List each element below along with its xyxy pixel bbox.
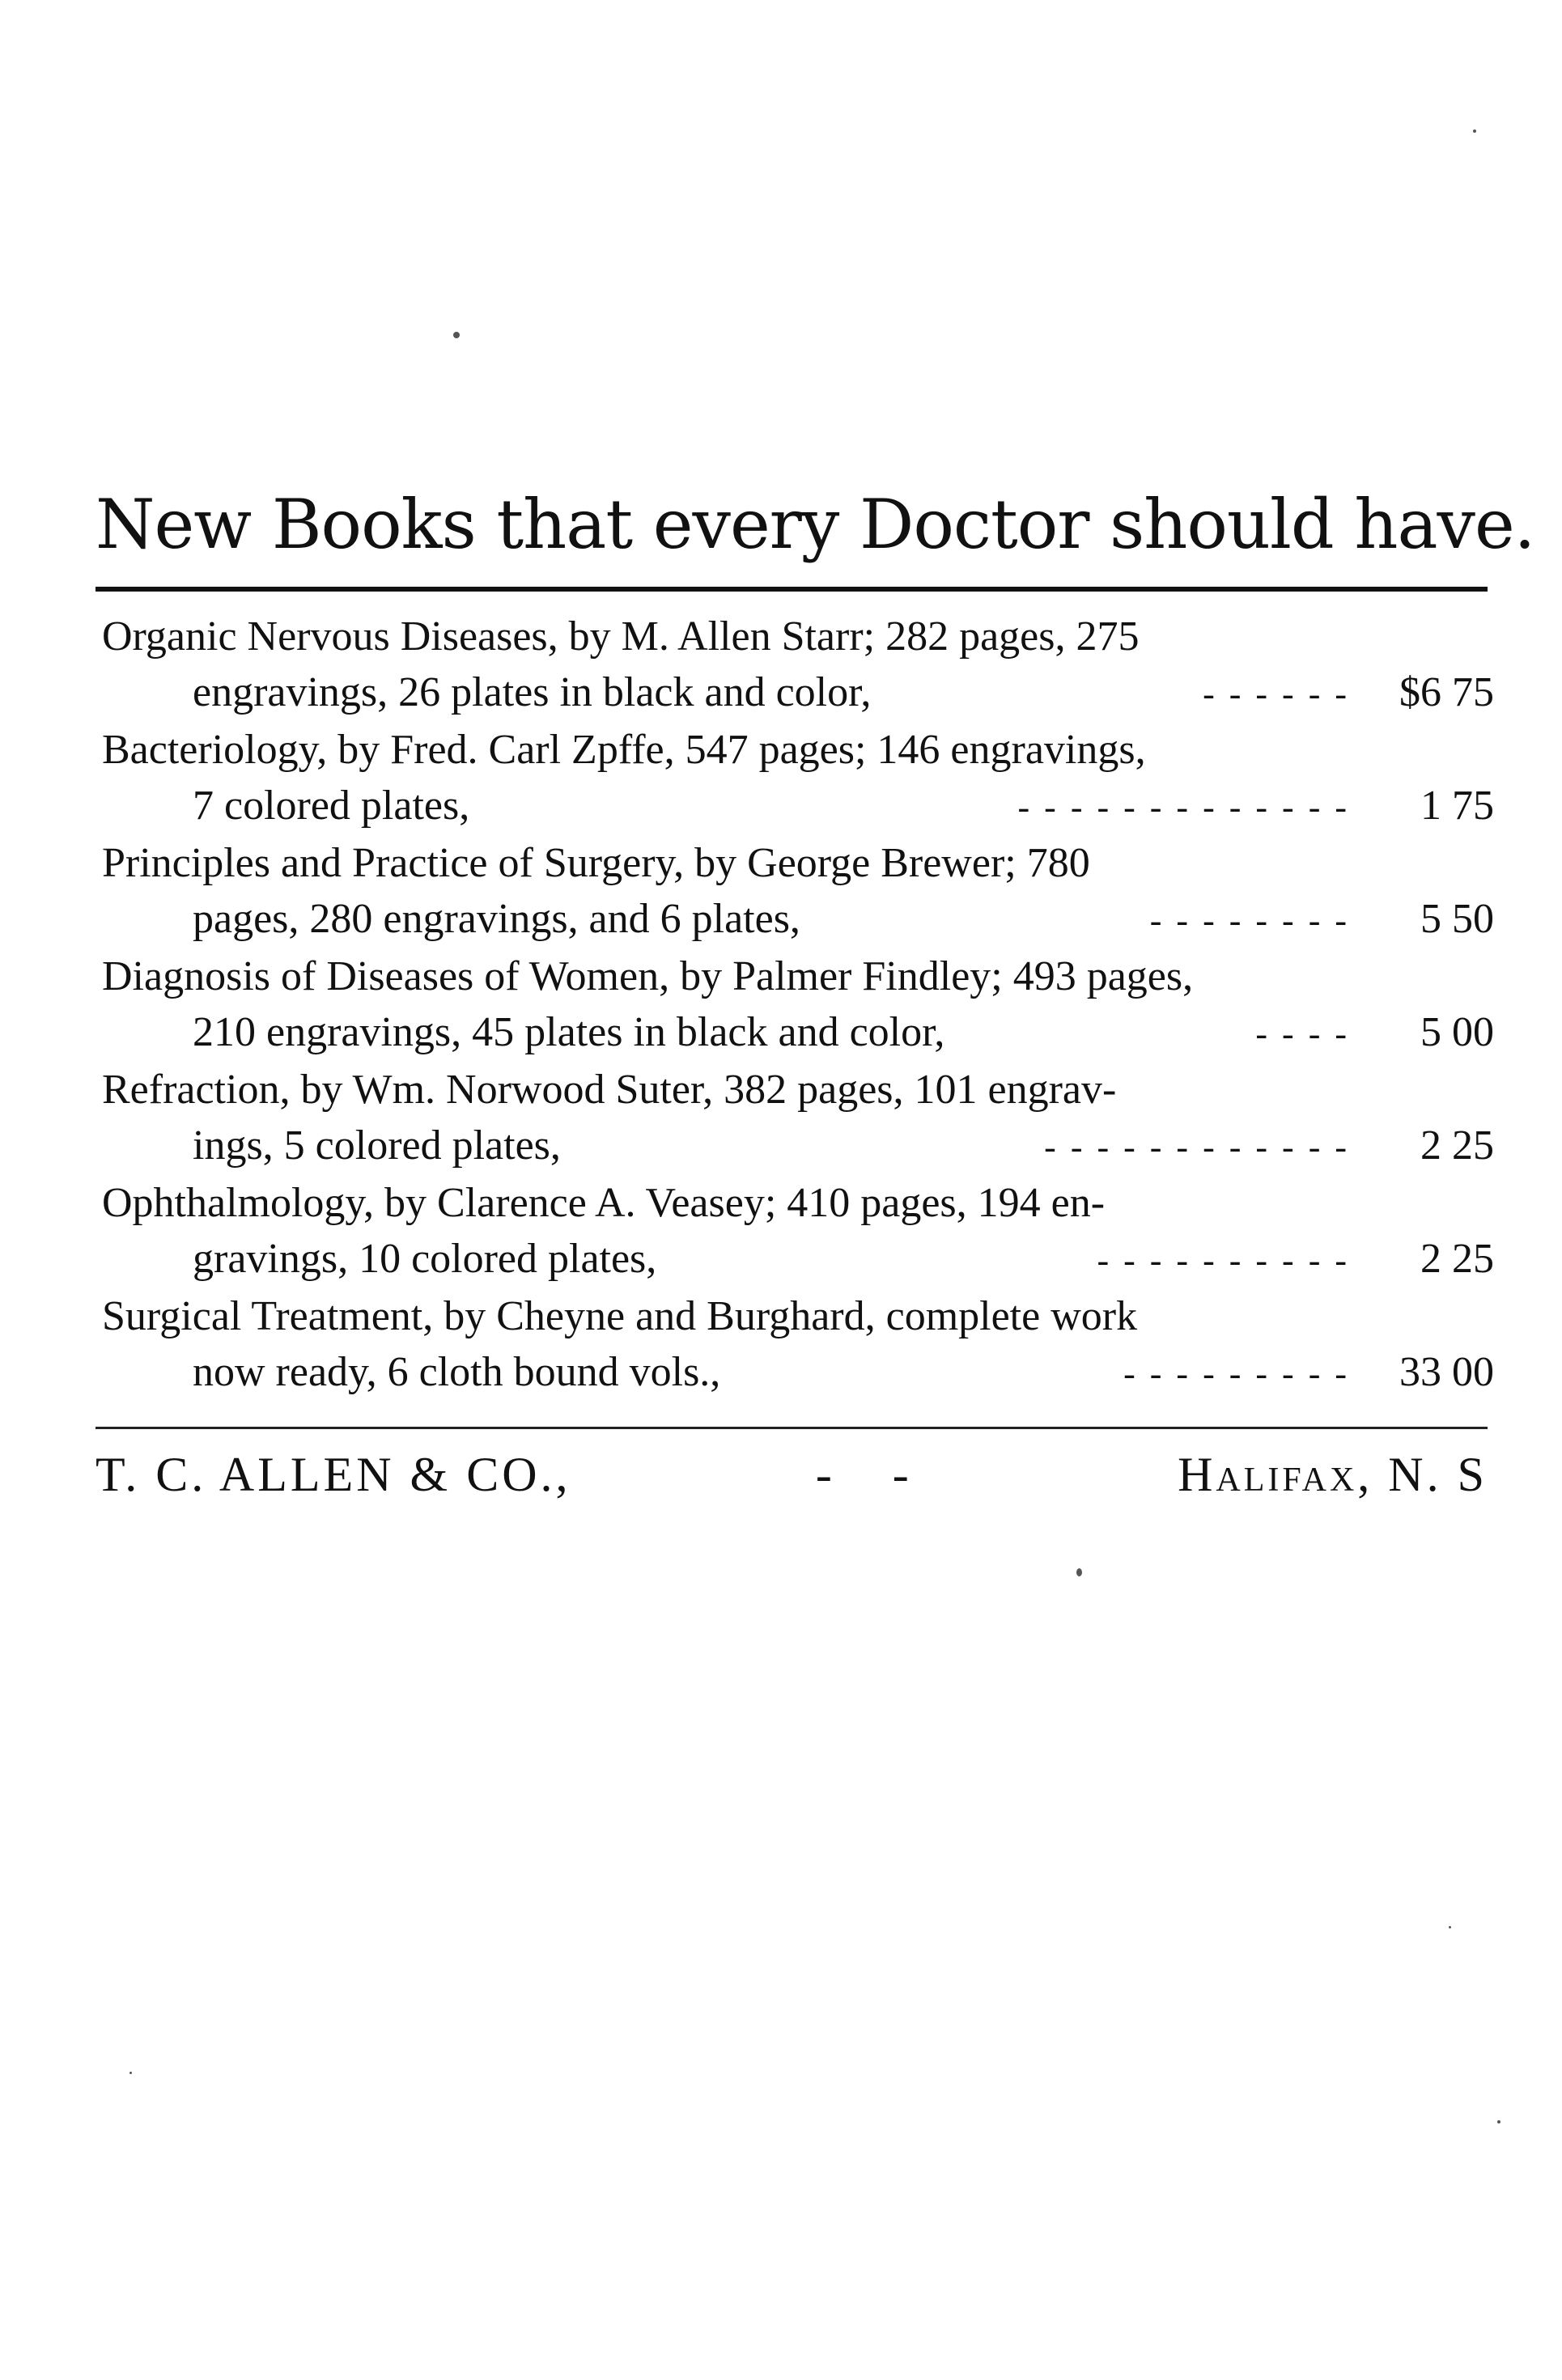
book-description: Diagnosis of Diseases of Women, by Palmer Findley; 493 pages,	[102, 953, 1194, 999]
scan-speck	[129, 2072, 132, 2074]
dot-leader: -------------	[1017, 787, 1361, 827]
dot-leader: ----------	[1097, 1241, 1361, 1280]
dot-leader: ----	[1255, 1014, 1361, 1054]
dot-leader: --------	[1149, 901, 1361, 940]
book-entry	[102, 1062, 1494, 1175]
book-entry	[102, 1288, 1494, 1402]
book-description-continued: gravings, 10 colored plates,	[193, 1236, 657, 1282]
publisher-name: T. C. ALLEN & CO.,	[96, 1448, 571, 1501]
scan-speck	[1449, 1926, 1451, 1928]
publisher-city: Halifax, N. S	[1178, 1448, 1488, 1501]
heading-rule	[96, 587, 1488, 592]
book-description: Ophthalmology, by Clarence A. Veasey; 410 pages, 194 en-	[102, 1180, 1106, 1226]
book-price: 2 25	[1420, 1236, 1494, 1282]
book-entry	[102, 609, 1494, 722]
scan-speck	[1473, 129, 1476, 133]
publisher-footer	[96, 1442, 1488, 1507]
book-price: 33 00	[1399, 1349, 1494, 1395]
scan-speck	[453, 332, 460, 338]
book-description: Bacteriology, by Fred. Carl Zpffe, 547 pages; 146 engravings,	[102, 727, 1146, 773]
book-description-continued: 7 colored plates,	[193, 783, 470, 829]
book-description: Organic Nervous Diseases, by M. Allen Starr; 282 pages, 275	[102, 613, 1140, 660]
book-price: 5 00	[1420, 1009, 1494, 1055]
book-description: Refraction, by Wm. Norwood Suter, 382 pages, 101 engrav-	[102, 1067, 1117, 1113]
page-heading: New Books that every Doctor should have.	[96, 485, 1535, 564]
book-description-continued: ings, 5 colored plates,	[193, 1122, 561, 1169]
footer-rule	[96, 1427, 1488, 1429]
book-entry	[102, 835, 1494, 948]
book-entry	[102, 1175, 1494, 1288]
footer-separator: - -	[815, 1448, 933, 1501]
book-entry	[102, 948, 1494, 1062]
dot-leader: ------------	[1044, 1127, 1361, 1167]
dot-leader: ---------	[1123, 1354, 1361, 1394]
book-entry	[102, 722, 1494, 835]
book-description: Principles and Practice of Surgery, by George Brewer; 780	[102, 840, 1090, 886]
book-description-continued: engravings, 26 plates in black and color,	[193, 669, 872, 715]
dot-leader: ------	[1203, 674, 1361, 714]
book-price: 2 25	[1420, 1122, 1494, 1169]
book-list	[102, 609, 1494, 1402]
scan-speck	[1076, 1568, 1082, 1576]
book-price: $6 75	[1399, 669, 1494, 715]
book-description-continued: 210 engravings, 45 plates in black and color,	[193, 1009, 945, 1055]
book-description-continued: pages, 280 engravings, and 6 plates,	[193, 896, 800, 942]
book-description: Surgical Treatment, by Cheyne and Burghard, complete work	[102, 1293, 1138, 1339]
book-price: 5 50	[1420, 896, 1494, 942]
book-description-continued: now ready, 6 cloth bound vols.,	[193, 1349, 721, 1395]
scan-speck	[1497, 2120, 1500, 2123]
book-price: 1 75	[1420, 783, 1494, 829]
